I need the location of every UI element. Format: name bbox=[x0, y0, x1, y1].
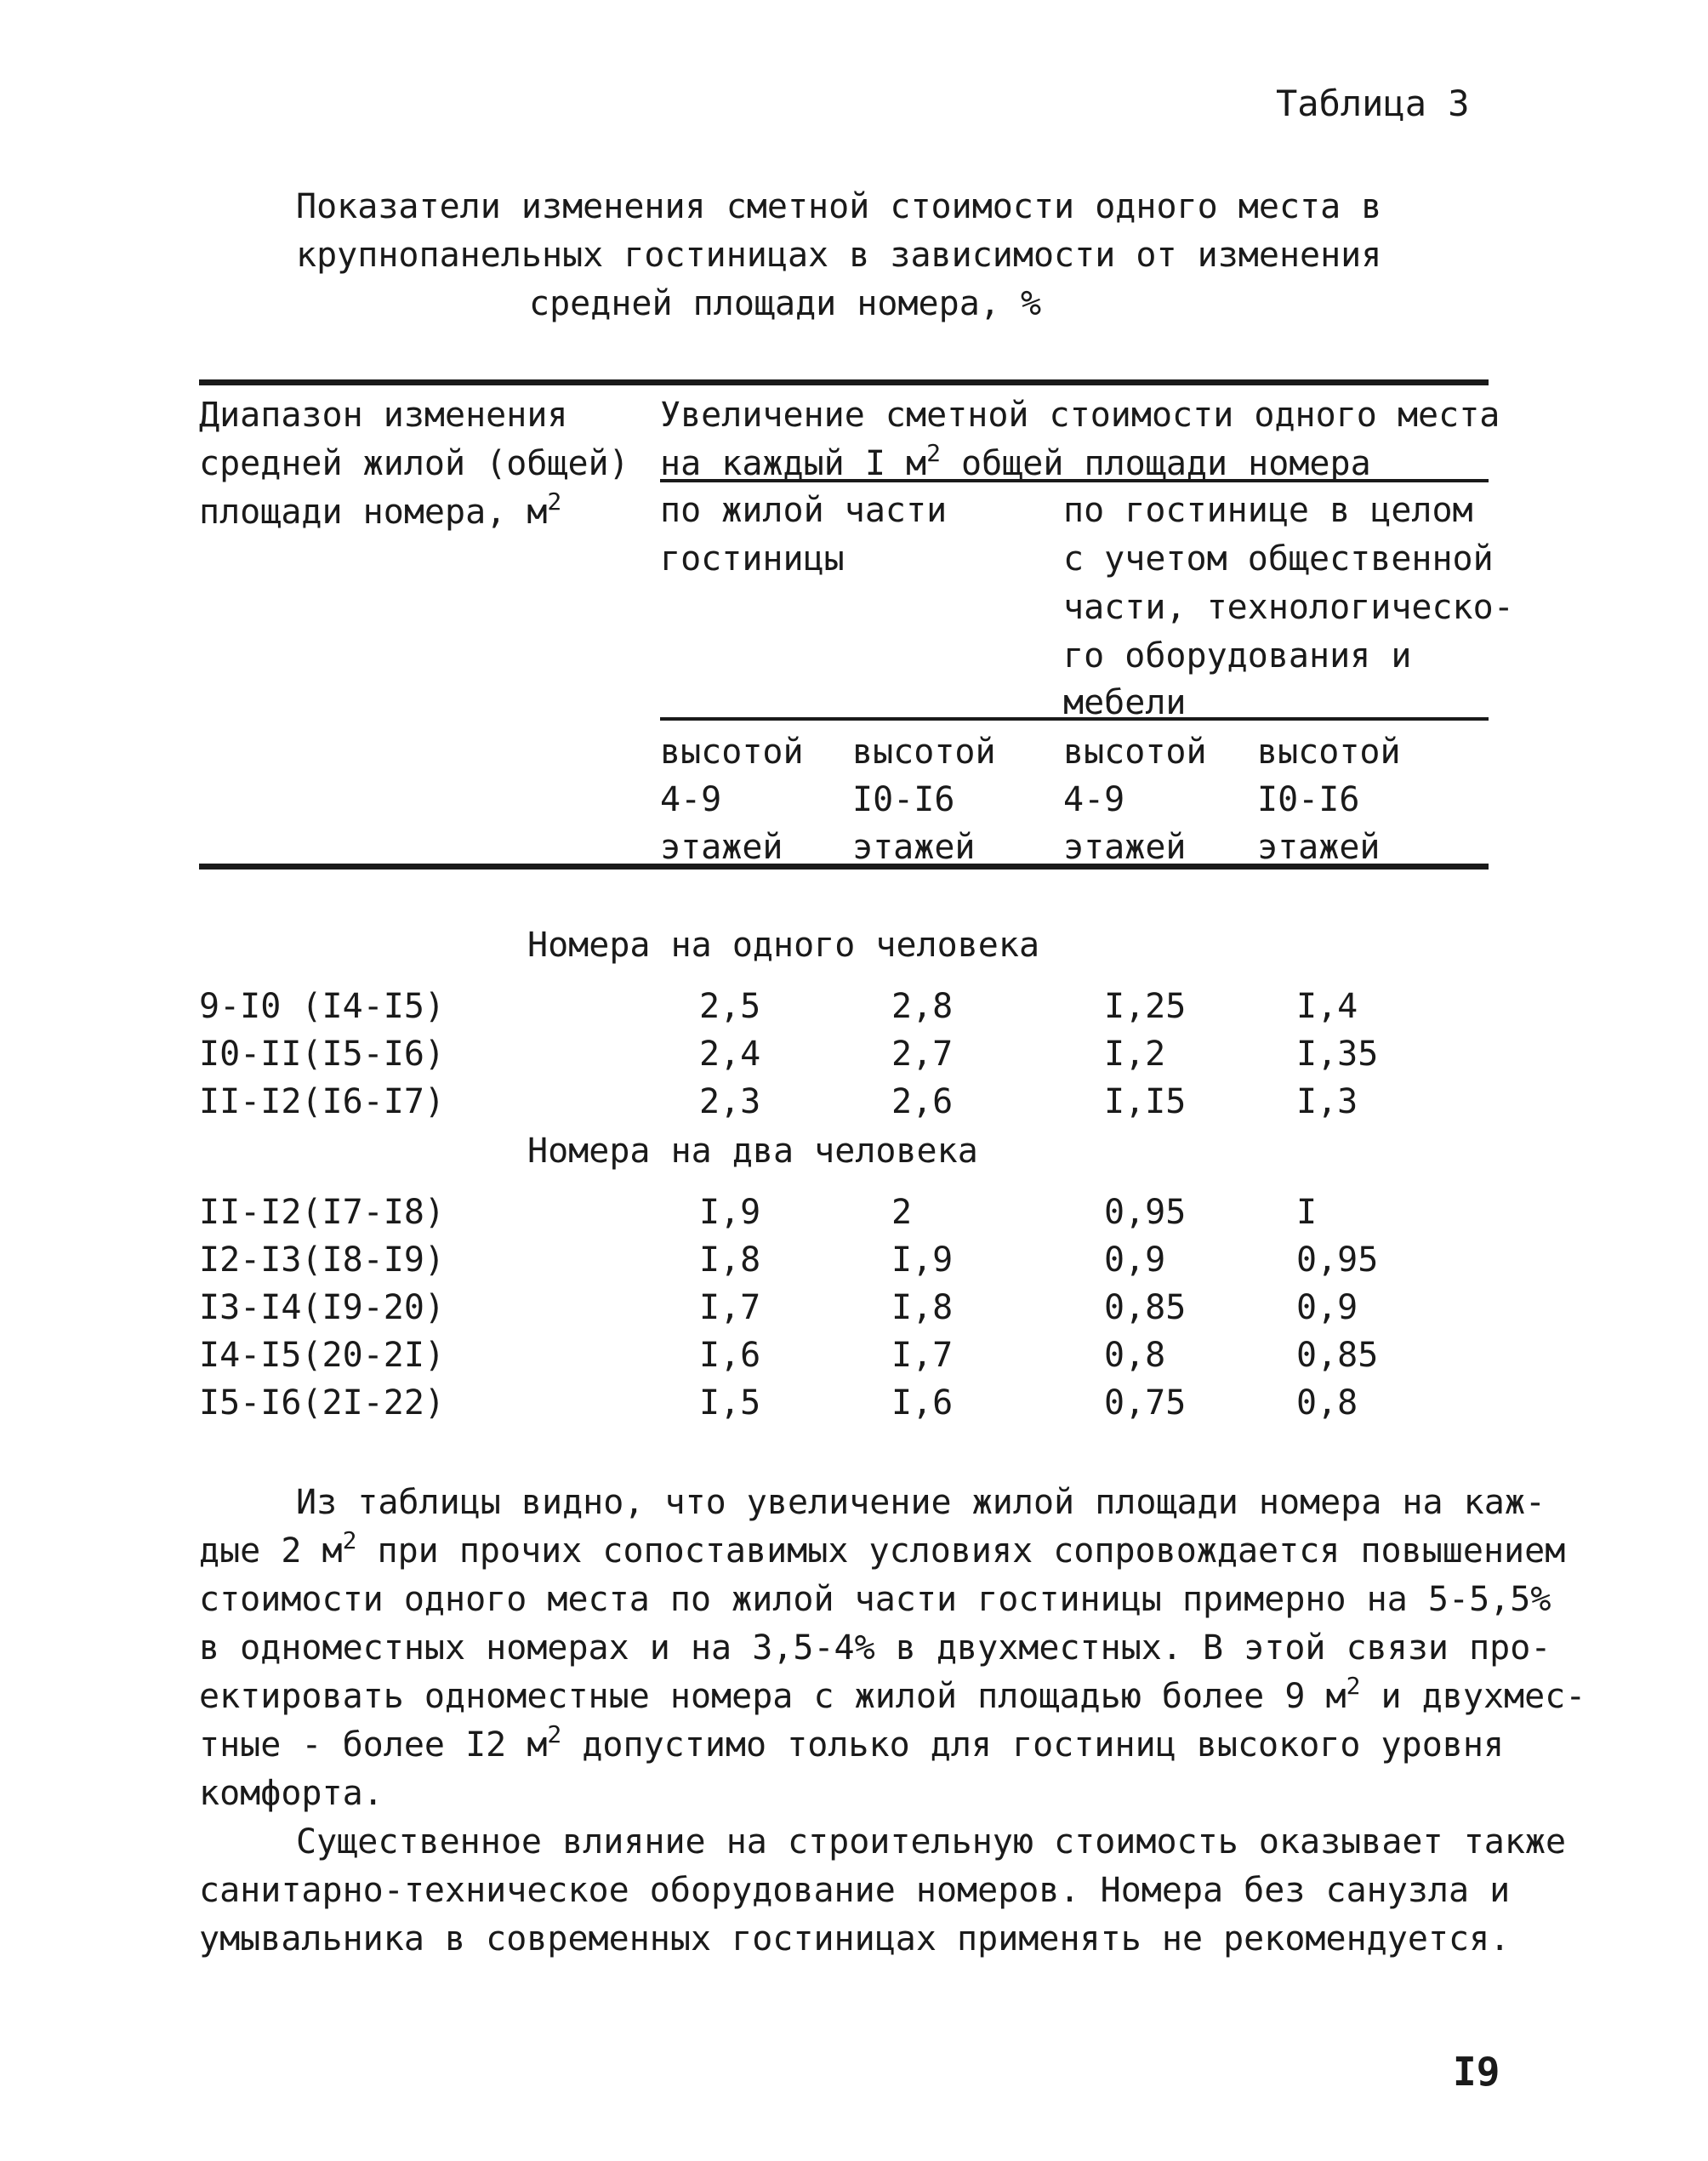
header-hotel-line-5: мебели bbox=[1063, 683, 1187, 722]
row-range: I4-I5(20-2I) bbox=[199, 1336, 445, 1375]
p1-l6-sup: 2 bbox=[547, 1720, 562, 1748]
cell-c1: I,9 bbox=[699, 1193, 761, 1232]
paragraph-2-line-1: Существенное влияние на строительную стоимость оказывает также bbox=[296, 1822, 1567, 1862]
page-number: I9 bbox=[1453, 2049, 1500, 2095]
cell-c2: 2,6 bbox=[891, 1082, 954, 1121]
cell-c4: 0,9 bbox=[1296, 1288, 1358, 1327]
paragraph-1-line-6 bbox=[199, 1720, 1505, 1770]
title-line-2: крупнопанельных гостиницах в зависимости от изменения bbox=[296, 236, 1382, 275]
p1-l6-a: тные - более I2 м bbox=[199, 1725, 548, 1765]
height-4-line-3: этажей bbox=[1257, 828, 1381, 867]
cell-c3: I,I5 bbox=[1104, 1082, 1187, 1121]
cell-c1: 2,4 bbox=[699, 1035, 761, 1074]
paragraph-1-line-2 bbox=[199, 1526, 1566, 1576]
title-line-3: средней площади номера, % bbox=[529, 284, 1042, 323]
cell-c1: I,5 bbox=[699, 1383, 761, 1423]
cell-c4: I,3 bbox=[1296, 1082, 1358, 1121]
paragraph-1-line-1: Из таблицы видно, что увеличение жилой площади номера на каж- bbox=[296, 1483, 1546, 1522]
paragraph-1-line-4: в одноместных номерах и на 3,5-4% в двухместных. В этой связи про- bbox=[199, 1628, 1551, 1668]
cell-c4: I,4 bbox=[1296, 987, 1358, 1026]
height-3-line-2: 4-9 bbox=[1063, 780, 1125, 819]
cell-c4: 0,8 bbox=[1296, 1383, 1358, 1423]
p1-l5-b: и двухмес- bbox=[1360, 1677, 1586, 1716]
cell-c1: I,6 bbox=[699, 1336, 761, 1375]
row-range: II-I2(I7-I8) bbox=[199, 1193, 445, 1232]
cell-c1: 2,3 bbox=[699, 1082, 761, 1121]
table-top-rule bbox=[199, 379, 1489, 385]
cell-c4: 0,95 bbox=[1296, 1240, 1379, 1280]
p1-l2-sup: 2 bbox=[342, 1526, 357, 1554]
header-increase-sup: 2 bbox=[926, 439, 941, 467]
cell-c1: 2,5 bbox=[699, 987, 761, 1026]
header-increase-line-1: Увеличение сметной стоимости одного места bbox=[660, 396, 1500, 435]
header-residential-line-2: гостиницы bbox=[660, 539, 845, 579]
p1-l6-b: допустимо только для гостиниц высокого уровня bbox=[561, 1725, 1505, 1765]
section-title-double: Номера на два человека bbox=[527, 1132, 978, 1171]
height-3-line-1: высотой bbox=[1063, 733, 1207, 772]
row-range: I5-I6(2I-22) bbox=[199, 1383, 445, 1423]
header-hotel-line-4: го оборудования и bbox=[1063, 636, 1412, 676]
cell-c3: 0,8 bbox=[1104, 1336, 1166, 1375]
header-hotel-line-3: части, технологическо- bbox=[1063, 588, 1514, 627]
cell-c3: I,2 bbox=[1104, 1035, 1166, 1074]
cell-c2: 2 bbox=[891, 1193, 913, 1232]
height-1-line-1: высотой bbox=[660, 733, 804, 772]
cell-c2: I,7 bbox=[891, 1336, 954, 1375]
cell-c3: 0,9 bbox=[1104, 1240, 1166, 1280]
table-label: Таблица 3 bbox=[1276, 83, 1470, 124]
height-3-line-3: этажей bbox=[1063, 828, 1187, 867]
height-2-line-3: этажей bbox=[852, 828, 976, 867]
p1-l2-b: при прочих сопоставимых условиях сопровождается повышением bbox=[356, 1531, 1566, 1571]
header-increase-text-a: на каждый I м bbox=[660, 444, 927, 483]
cell-c2: 2,8 bbox=[891, 987, 954, 1026]
cell-c2: I,9 bbox=[891, 1240, 954, 1280]
cell-c2: 2,7 bbox=[891, 1035, 954, 1074]
header-residential-line-1: по жилой части bbox=[660, 491, 948, 530]
cell-c3: 0,95 bbox=[1104, 1193, 1187, 1232]
row-range: II-I2(I6-I7) bbox=[199, 1082, 445, 1121]
paragraph-2-line-3: умывальника в современных гостиницах применять не рекомендуется. bbox=[199, 1919, 1511, 1959]
height-1-line-3: этажей bbox=[660, 828, 783, 867]
paragraph-1-line-5 bbox=[199, 1672, 1586, 1721]
title-line-1: Показатели изменения сметной стоимости одного места в bbox=[296, 187, 1382, 226]
header-range-line-2: средней жилой (общей) bbox=[199, 444, 629, 483]
header-hotel-line-2: с учетом общественной bbox=[1063, 539, 1494, 579]
header-increase-text-b: общей площади номера bbox=[940, 444, 1371, 483]
header-range-line-3 bbox=[199, 488, 561, 536]
header-range-text: площади номера, м bbox=[199, 493, 548, 532]
header-increase-line-2 bbox=[660, 440, 1371, 488]
height-4-line-2: I0-I6 bbox=[1257, 780, 1360, 819]
height-2-line-1: высотой bbox=[852, 733, 996, 772]
cell-c4: I bbox=[1296, 1193, 1318, 1232]
section-title-single: Номера на одного человека bbox=[527, 926, 1040, 965]
row-range: I0-II(I5-I6) bbox=[199, 1035, 445, 1074]
cell-c2: I,8 bbox=[891, 1288, 954, 1327]
paragraph-1-line-7: комфорта. bbox=[199, 1774, 384, 1813]
header-range-line-1: Диапазон изменения bbox=[199, 396, 568, 435]
height-4-line-1: высотой bbox=[1257, 733, 1401, 772]
paragraph-1-line-3: стоимости одного места по жилой части гостиницы примерно на 5-5,5% bbox=[199, 1580, 1551, 1619]
cell-c1: I,7 bbox=[699, 1288, 761, 1327]
p1-l2-a: дые 2 м bbox=[199, 1531, 343, 1571]
cell-c3: 0,75 bbox=[1104, 1383, 1187, 1423]
cell-c4: I,35 bbox=[1296, 1035, 1379, 1074]
row-range: 9-I0 (I4-I5) bbox=[199, 987, 445, 1026]
header-range-sup: 2 bbox=[547, 488, 562, 516]
p1-l5-sup: 2 bbox=[1346, 1672, 1361, 1700]
height-1-line-2: 4-9 bbox=[660, 780, 722, 819]
cell-c1: I,8 bbox=[699, 1240, 761, 1280]
paragraph-2-line-2: санитарно-техническое оборудование номеров. Номера без санузла и bbox=[199, 1871, 1511, 1910]
row-range: I3-I4(I9-20) bbox=[199, 1288, 445, 1327]
p1-l5-a: ектировать одноместные номера с жилой площадью более 9 м bbox=[199, 1677, 1346, 1716]
cell-c3: I,25 bbox=[1104, 987, 1187, 1026]
header-hotel-line-1: по гостинице в целом bbox=[1063, 491, 1473, 530]
cell-c3: 0,85 bbox=[1104, 1288, 1187, 1327]
height-2-line-2: I0-I6 bbox=[852, 780, 955, 819]
cell-c2: I,6 bbox=[891, 1383, 954, 1423]
cell-c4: 0,85 bbox=[1296, 1336, 1379, 1375]
row-range: I2-I3(I8-I9) bbox=[199, 1240, 445, 1280]
